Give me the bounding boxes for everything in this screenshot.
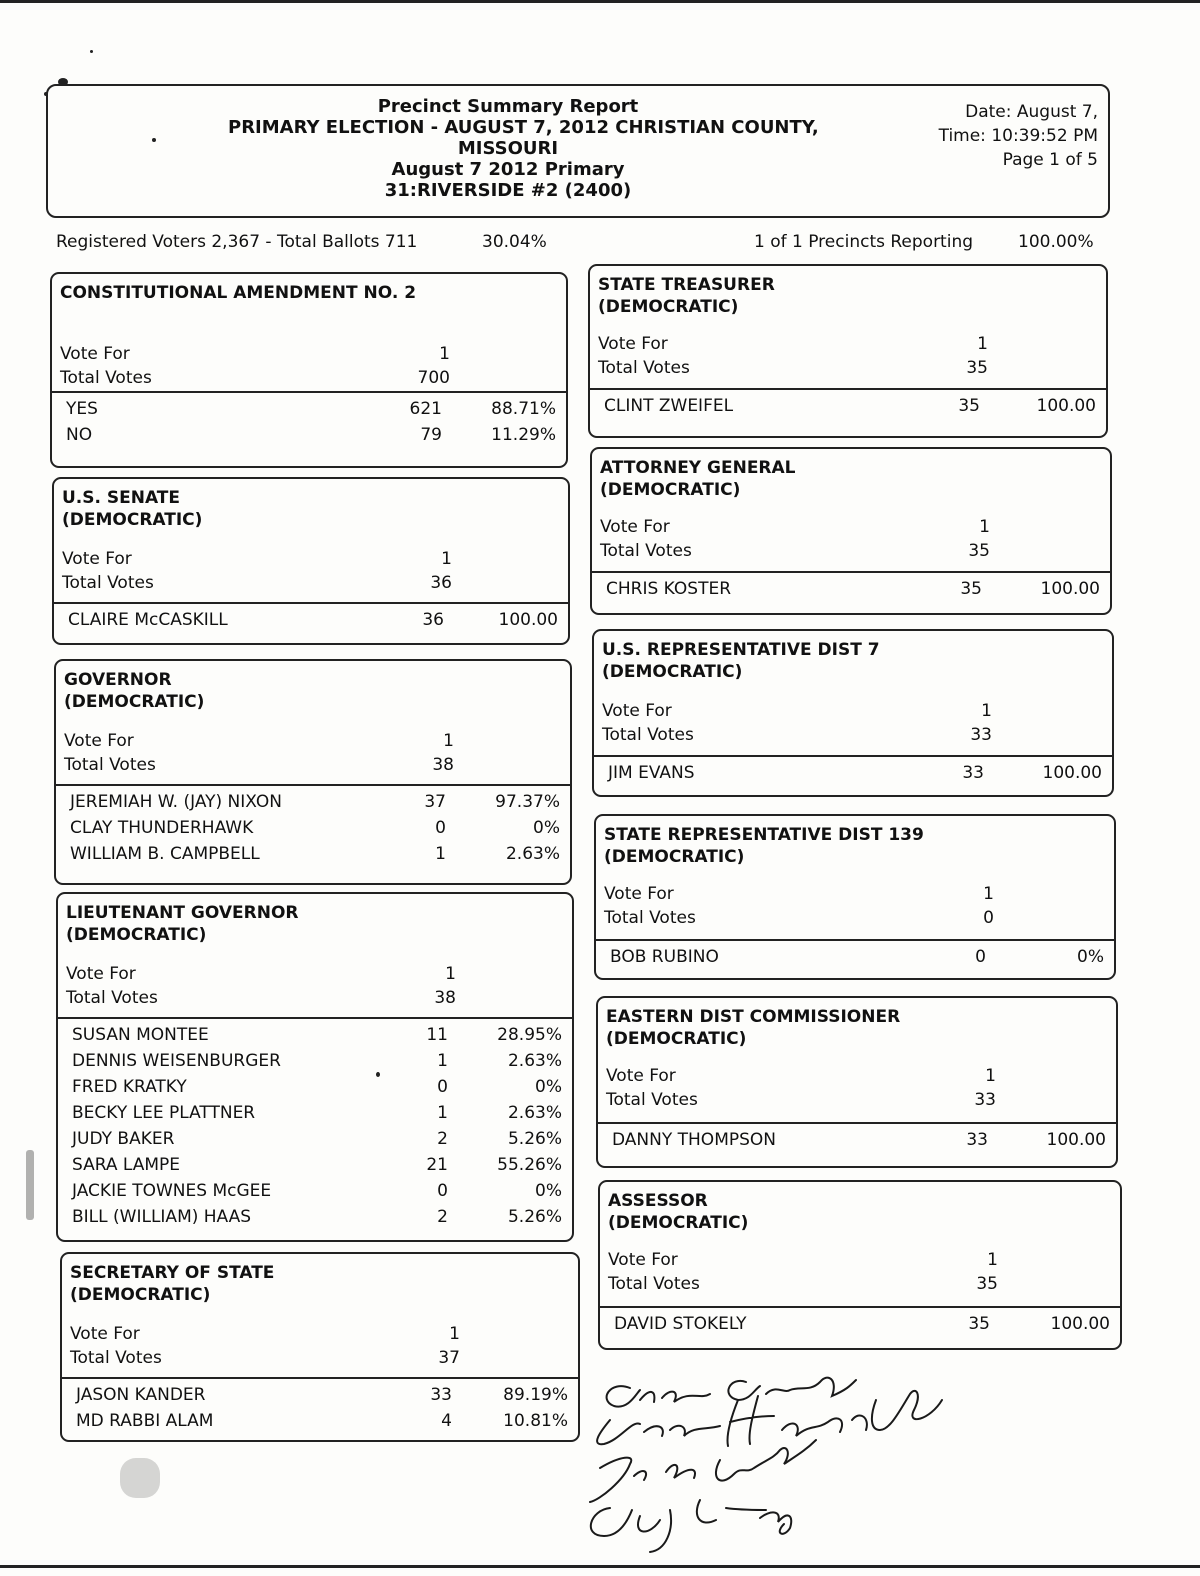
vote-for-value: 1 <box>977 334 988 354</box>
candidate-row <box>72 1025 562 1051</box>
candidate-percent: 0% <box>535 1181 562 1201</box>
candidate-votes: 1 <box>435 844 446 864</box>
total-votes-row <box>64 755 562 779</box>
candidate-votes: 79 <box>420 425 442 445</box>
race-eastern <box>596 996 1118 1168</box>
candidate-percent: 97.37% <box>495 792 560 812</box>
race-title <box>62 487 202 531</box>
race-title <box>64 669 204 713</box>
candidate-row <box>70 818 560 844</box>
race-title <box>604 824 924 868</box>
candidate-votes: 4 <box>441 1411 452 1431</box>
signature-4 <box>591 1500 791 1552</box>
total-votes-label: Total Votes <box>604 908 696 928</box>
vote-for-row <box>600 517 1102 541</box>
race-divider <box>56 784 570 786</box>
report-header <box>46 84 1110 218</box>
vote-for-label: Vote For <box>62 549 132 569</box>
candidate-name: NO <box>66 425 93 445</box>
candidate-name: BOB RUBINO <box>610 947 719 967</box>
registered-voters: Registered Voters 2,367 - Total Ballots 711 <box>56 232 418 252</box>
candidate-name: WILLIAM B. CAMPBELL <box>70 844 260 864</box>
vote-for-label: Vote For <box>60 344 130 364</box>
candidate-row <box>614 1314 1110 1340</box>
candidate-name: FRED KRATKY <box>72 1077 187 1097</box>
candidate-row <box>72 1129 562 1155</box>
candidate-percent: 5.26% <box>507 1129 562 1149</box>
candidate-row <box>72 1207 562 1233</box>
race-state-rep <box>594 814 1116 980</box>
candidate-votes: 33 <box>966 1130 988 1150</box>
race-divider <box>52 391 566 393</box>
candidate-name: DENNIS WEISENBURGER <box>72 1051 281 1071</box>
total-votes-value: 700 <box>417 368 450 388</box>
candidate-percent: 100.00 <box>1036 396 1096 416</box>
race-title-line-1: U.S. SENATE <box>62 488 181 508</box>
candidate-votes: 0 <box>435 818 446 838</box>
candidate-votes: 21 <box>426 1155 448 1175</box>
vote-for-row <box>608 1250 1112 1274</box>
candidate-row <box>604 396 1096 422</box>
candidate-name: SARA LAMPE <box>72 1155 181 1175</box>
vote-for-row <box>598 334 1098 358</box>
vote-for-label: Vote For <box>606 1066 676 1086</box>
candidate-percent: 2.63% <box>507 1051 562 1071</box>
candidate-votes: 1 <box>437 1103 448 1123</box>
total-votes-row <box>598 358 1098 382</box>
race-title-line-1: ATTORNEY GENERAL <box>600 458 796 478</box>
candidate-row <box>76 1385 568 1411</box>
signature-1 <box>607 1378 856 1407</box>
race-title-line-1: U.S. REPRESENTATIVE DIST 7 <box>602 640 880 660</box>
vote-for-label: Vote For <box>600 517 670 537</box>
total-votes-value: 0 <box>983 908 994 928</box>
race-title-line-2: (DEMOCRATIC) <box>70 1285 211 1305</box>
signatures <box>570 1360 970 1560</box>
vote-for-row <box>62 549 560 573</box>
total-votes-label: Total Votes <box>70 1348 162 1368</box>
race-title-line-1: EASTERN DIST COMMISSIONER <box>606 1007 901 1027</box>
candidate-name: CHRIS KOSTER <box>606 579 732 599</box>
total-votes-row <box>70 1348 570 1372</box>
vote-for-value: 1 <box>979 517 990 537</box>
total-votes-row <box>60 368 558 392</box>
election-subtitle: August 7 2012 Primary <box>391 159 625 180</box>
race-title-line-1: STATE TREASURER <box>598 275 775 295</box>
vote-for-value: 1 <box>987 1250 998 1270</box>
candidate-row <box>72 1155 562 1181</box>
candidate-percent: 100.00 <box>1040 579 1100 599</box>
vote-for-row <box>66 964 564 988</box>
total-votes-value: 38 <box>432 755 454 775</box>
total-votes-value: 35 <box>968 541 990 561</box>
header-titles <box>228 96 819 201</box>
race-divider <box>594 755 1112 757</box>
candidate-percent: 11.29% <box>491 425 556 445</box>
bottom-scan-edge <box>0 1565 1200 1568</box>
candidate-name: MD RABBI ALAM <box>76 1411 214 1431</box>
candidate-votes: 2 <box>437 1207 448 1227</box>
candidate-name: CLINT ZWEIFEL <box>604 396 734 416</box>
total-votes-row <box>606 1090 1108 1114</box>
vote-for-label: Vote For <box>604 884 674 904</box>
race-divider <box>590 388 1106 390</box>
total-votes-value: 33 <box>970 725 992 745</box>
race-title-line-1: CONSTITUTIONAL AMENDMENT NO. 2 <box>60 283 417 303</box>
vote-for-label: Vote For <box>70 1324 140 1344</box>
candidate-percent: 55.26% <box>497 1155 562 1175</box>
candidate-name: CLAIRE McCASKILL <box>68 610 228 630</box>
signature-2 <box>597 1391 942 1446</box>
candidate-row <box>72 1077 562 1103</box>
candidate-percent: 100.00 <box>1046 1130 1106 1150</box>
total-votes-row <box>608 1274 1112 1298</box>
total-votes-row <box>602 725 1104 749</box>
candidate-votes: 35 <box>968 1314 990 1334</box>
candidate-percent: 100.00 <box>498 610 558 630</box>
candidate-percent: 10.81% <box>503 1411 568 1431</box>
candidate-votes: 0 <box>437 1077 448 1097</box>
total-votes-value: 38 <box>434 988 456 1008</box>
candidate-row <box>72 1051 562 1077</box>
candidate-name: JEREMIAH W. (JAY) NIXON <box>70 792 282 812</box>
total-votes-row <box>62 573 560 597</box>
report-title: Precinct Summary Report <box>377 96 639 117</box>
race-title-line-1: STATE REPRESENTATIVE DIST 139 <box>604 825 924 845</box>
vote-for-row <box>604 884 1106 908</box>
candidate-votes: 0 <box>437 1181 448 1201</box>
candidate-row <box>70 792 560 818</box>
candidate-name: CLAY THUNDERHAWK <box>70 818 254 838</box>
race-amendment <box>50 272 568 468</box>
election-line-1: PRIMARY ELECTION - AUGUST 7, 2012 CHRISTIAN COUNTY, <box>228 117 819 138</box>
candidate-row <box>66 399 556 425</box>
total-votes-value: 36 <box>430 573 452 593</box>
race-title <box>606 1006 900 1050</box>
candidate-votes: 11 <box>426 1025 448 1045</box>
race-divider <box>592 571 1110 573</box>
race-title-line-2: (DEMOCRATIC) <box>66 925 207 945</box>
candidate-row <box>606 579 1100 605</box>
race-governor <box>54 659 572 885</box>
vote-for-label: Vote For <box>598 334 668 354</box>
candidate-percent: 2.63% <box>505 844 560 864</box>
candidate-name: JACKIE TOWNES McGEE <box>72 1181 272 1201</box>
candidate-percent: 5.26% <box>507 1207 562 1227</box>
race-divider <box>600 1306 1120 1308</box>
total-votes-label: Total Votes <box>64 755 156 775</box>
total-votes-label: Total Votes <box>602 725 694 745</box>
candidate-row <box>612 1130 1106 1156</box>
race-title-line-2: (DEMOCRATIC) <box>598 297 739 317</box>
race-divider <box>62 1377 578 1379</box>
race-us-rep <box>592 629 1114 797</box>
report-date: Date: August 7, <box>965 102 1098 122</box>
candidate-percent: 100.00 <box>1042 763 1102 783</box>
vote-for-label: Vote For <box>608 1250 678 1270</box>
page-number: Page 1 of 5 <box>1002 150 1098 170</box>
race-title-line-1: LIEUTENANT GOVERNOR <box>66 903 299 923</box>
total-votes-row <box>66 988 564 1012</box>
candidate-votes: 33 <box>430 1385 452 1405</box>
candidate-row <box>68 610 558 636</box>
total-votes-value: 37 <box>438 1348 460 1368</box>
candidate-name: SUSAN MONTEE <box>72 1025 209 1045</box>
race-treasurer <box>588 264 1108 438</box>
candidate-percent: 0% <box>533 818 560 838</box>
scan-speck <box>120 1458 160 1498</box>
race-title-line-2: (DEMOCRATIC) <box>608 1213 749 1233</box>
race-assessor <box>598 1180 1122 1350</box>
candidate-votes: 33 <box>962 763 984 783</box>
race-title <box>66 902 299 946</box>
election-line-2: MISSOURI <box>457 138 559 159</box>
candidate-name: DAVID STOKELY <box>614 1314 747 1334</box>
candidate-name: JASON KANDER <box>76 1385 206 1405</box>
vote-for-value: 1 <box>443 731 454 751</box>
candidate-percent: 89.19% <box>503 1385 568 1405</box>
race-title <box>598 274 775 318</box>
vote-for-value: 1 <box>449 1324 460 1344</box>
candidate-row <box>66 425 556 451</box>
candidate-row <box>610 947 1104 973</box>
vote-for-value: 1 <box>985 1066 996 1086</box>
candidate-row <box>608 763 1102 789</box>
race-title <box>70 1262 274 1306</box>
race-divider <box>598 1122 1116 1124</box>
race-title <box>60 282 416 304</box>
candidate-votes: 37 <box>424 792 446 812</box>
candidate-name: JIM EVANS <box>608 763 695 783</box>
scan-speck <box>26 1150 34 1220</box>
candidate-row <box>72 1181 562 1207</box>
race-title-line-2: (DEMOCRATIC) <box>64 692 205 712</box>
candidate-votes: 36 <box>422 610 444 630</box>
candidate-percent: 28.95% <box>497 1025 562 1045</box>
race-title-line-2: (DEMOCRATIC) <box>62 510 203 530</box>
candidate-percent: 0% <box>535 1077 562 1097</box>
total-votes-row <box>600 541 1102 565</box>
candidate-name: DANNY THOMPSON <box>612 1130 776 1150</box>
candidate-percent: 2.63% <box>507 1103 562 1123</box>
candidate-row <box>70 844 560 870</box>
vote-for-row <box>606 1066 1108 1090</box>
total-votes-label: Total Votes <box>60 368 152 388</box>
candidate-votes: 621 <box>409 399 442 419</box>
race-title <box>602 639 880 683</box>
total-votes-value: 35 <box>966 358 988 378</box>
race-divider <box>596 939 1114 941</box>
race-title-line-1: ASSESSOR <box>608 1191 708 1211</box>
race-attorney <box>590 447 1112 615</box>
scan-speck <box>90 50 93 53</box>
total-votes-label: Total Votes <box>606 1090 698 1110</box>
race-title-line-2: (DEMOCRATIC) <box>606 1029 747 1049</box>
race-title-line-2: (DEMOCRATIC) <box>602 662 743 682</box>
vote-for-row <box>60 344 558 368</box>
precincts-reporting-percent: 100.00% <box>1018 232 1094 252</box>
race-title-line-2: (DEMOCRATIC) <box>604 847 745 867</box>
vote-for-value: 1 <box>441 549 452 569</box>
candidate-row <box>76 1411 568 1437</box>
candidate-name: BECKY LEE PLATTNER <box>72 1103 256 1123</box>
top-scan-edge <box>0 0 1200 3</box>
race-divider <box>58 1017 572 1019</box>
candidate-percent: 100.00 <box>1050 1314 1110 1334</box>
signature-3 <box>590 1440 816 1502</box>
report-time: Time: 10:39:52 PM <box>938 126 1098 146</box>
vote-for-value: 1 <box>981 701 992 721</box>
candidate-row <box>72 1103 562 1129</box>
vote-for-row <box>70 1324 570 1348</box>
vote-for-label: Vote For <box>602 701 672 721</box>
race-senate <box>52 477 570 645</box>
candidate-votes: 0 <box>975 947 986 967</box>
race-lt-governor <box>56 892 574 1242</box>
total-votes-row <box>604 908 1106 932</box>
vote-for-label: Vote For <box>66 964 136 984</box>
race-title-line-1: SECRETARY OF STATE <box>70 1263 275 1283</box>
race-title-line-1: GOVERNOR <box>64 670 172 690</box>
vote-for-row <box>602 701 1104 725</box>
candidate-name: BILL (WILLIAM) HAAS <box>72 1207 252 1227</box>
race-title-line-2: (DEMOCRATIC) <box>600 480 741 500</box>
race-divider <box>54 602 568 604</box>
total-votes-value: 33 <box>974 1090 996 1110</box>
candidate-percent: 88.71% <box>491 399 556 419</box>
total-votes-label: Total Votes <box>600 541 692 561</box>
total-votes-label: Total Votes <box>598 358 690 378</box>
total-votes-label: Total Votes <box>608 1274 700 1294</box>
candidate-votes: 35 <box>960 579 982 599</box>
total-votes-value: 35 <box>976 1274 998 1294</box>
candidate-name: JUDY BAKER <box>72 1129 175 1149</box>
precinct-name: 31:RIVERSIDE #2 (2400) <box>384 180 632 201</box>
vote-for-row <box>64 731 562 755</box>
candidate-votes: 1 <box>437 1051 448 1071</box>
vote-for-value: 1 <box>445 964 456 984</box>
candidate-name: YES <box>66 399 98 419</box>
turnout-percent: 30.04% <box>482 232 547 252</box>
race-title <box>608 1190 748 1234</box>
vote-for-value: 1 <box>439 344 450 364</box>
header-meta <box>908 100 1098 172</box>
candidate-votes: 35 <box>958 396 980 416</box>
total-votes-label: Total Votes <box>66 988 158 1008</box>
total-votes-label: Total Votes <box>62 573 154 593</box>
candidate-votes: 2 <box>437 1129 448 1149</box>
race-sec-state <box>60 1252 580 1442</box>
race-title <box>600 457 796 501</box>
precincts-reporting: 1 of 1 Precincts Reporting <box>754 232 974 252</box>
vote-for-value: 1 <box>983 884 994 904</box>
candidate-percent: 0% <box>1077 947 1104 967</box>
vote-for-label: Vote For <box>64 731 134 751</box>
